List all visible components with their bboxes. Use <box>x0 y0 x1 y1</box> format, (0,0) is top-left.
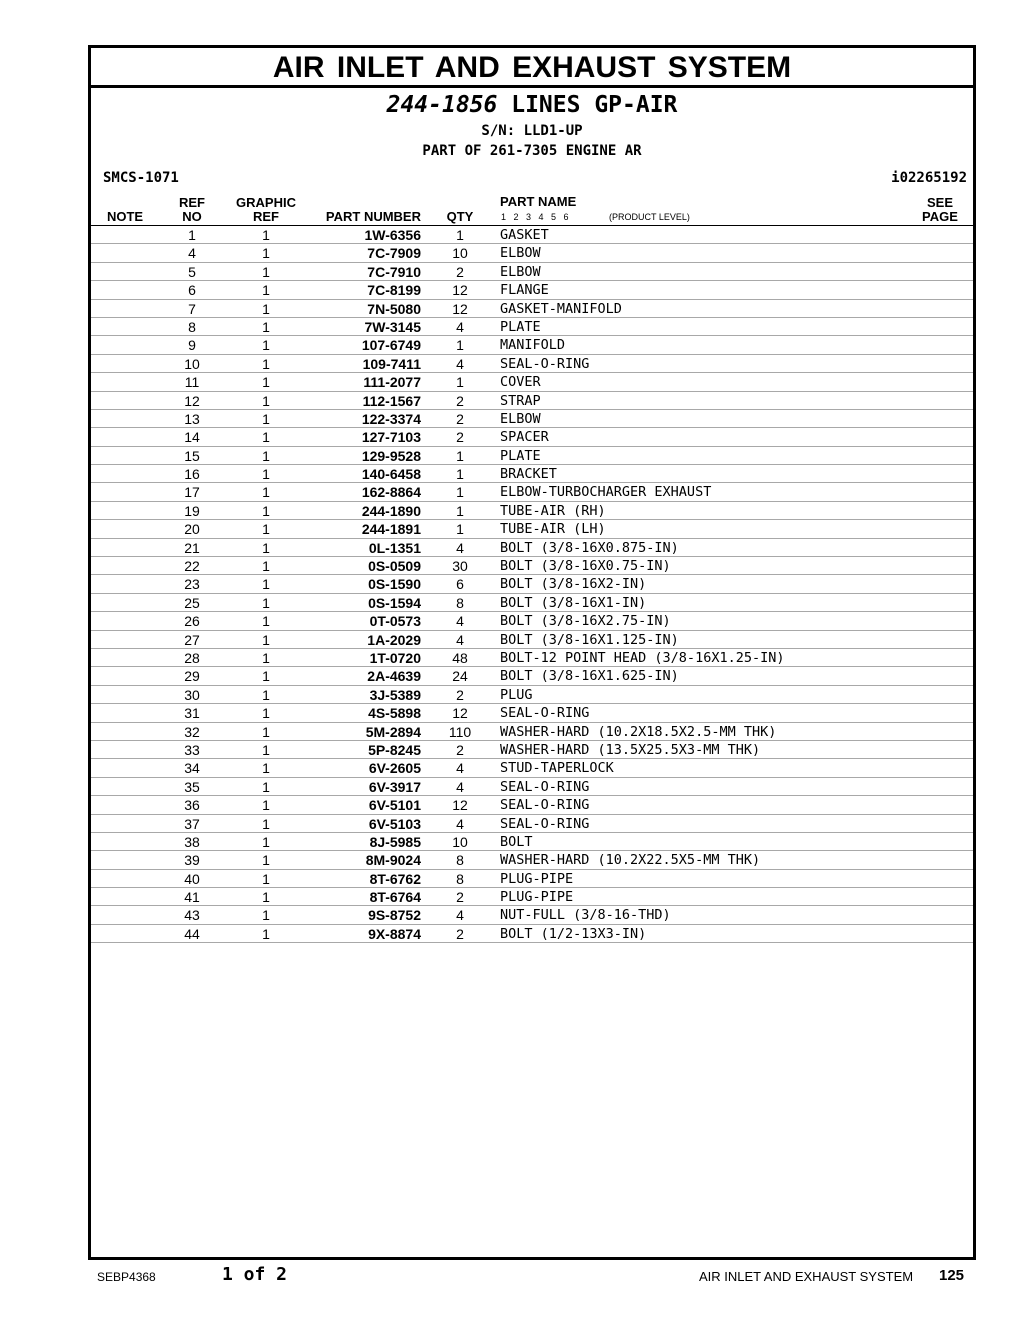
graphic-ref-cell: 1 <box>262 741 270 758</box>
ref-no-cell: 8 <box>188 318 196 335</box>
qty-cell: 12 <box>452 300 468 317</box>
part-name-cell: SEAL-O-RING <box>500 797 590 814</box>
ref-no-cell: 6 <box>188 282 196 299</box>
qty-cell: 1 <box>456 374 464 391</box>
ref-no-cell: 27 <box>184 631 200 648</box>
part-number-cell: 0S-0509 <box>368 558 421 575</box>
graphic-ref-cell: 1 <box>262 447 270 464</box>
graphic-ref-cell: 1 <box>262 318 270 335</box>
part-name-cell: BOLT (3/8-16X0.875-IN) <box>500 539 679 556</box>
table-row <box>91 410 973 428</box>
illustration-id: i02265192 <box>891 170 967 186</box>
qty-cell: 110 <box>448 723 472 740</box>
part-name-cell: SEAL-O-RING <box>500 815 590 832</box>
part-number-cell: 4S-5898 <box>368 705 421 722</box>
part-name-cell: BOLT (3/8-16X1.125-IN) <box>500 631 679 648</box>
ref-no-cell: 30 <box>184 686 200 703</box>
part-number-cell: 7C-7909 <box>367 245 421 262</box>
part-number-cell: 8M-9024 <box>365 852 421 869</box>
table-row <box>91 244 973 262</box>
graphic-ref-cell: 1 <box>262 797 270 814</box>
ref-no-cell: 25 <box>184 594 200 611</box>
table-row <box>91 575 973 593</box>
header-product-level: (PRODUCT LEVEL) <box>609 212 690 222</box>
ref-no-cell: 32 <box>184 723 200 740</box>
qty-cell: 2 <box>456 889 464 906</box>
table-row <box>91 483 973 501</box>
graphic-ref-cell: 1 <box>262 355 270 372</box>
ref-no-cell: 7 <box>188 300 196 317</box>
graphic-ref-cell: 1 <box>262 852 270 869</box>
qty-cell: 4 <box>456 355 464 372</box>
part-name-cell: SEAL-O-RING <box>500 355 590 372</box>
part-number-cell: 107-6749 <box>361 337 421 354</box>
part-number-cell: 6V-3917 <box>368 778 421 795</box>
part-number-cell: 6V-5101 <box>368 797 421 814</box>
graphic-ref-cell: 1 <box>262 833 270 850</box>
part-name-cell: WASHER-HARD (10.2X22.5X5-MM THK) <box>500 852 761 869</box>
ref-no-cell: 10 <box>184 355 200 372</box>
table-row <box>91 649 973 667</box>
table-row <box>91 796 973 814</box>
ref-no-cell: 26 <box>184 613 200 630</box>
qty-cell: 1 <box>456 227 464 243</box>
table-row <box>91 392 973 410</box>
ref-no-cell: 19 <box>184 502 200 519</box>
qty-cell: 4 <box>456 631 464 648</box>
table-row <box>91 906 973 924</box>
part-number-cell: 8T-6764 <box>369 889 421 906</box>
header-ref-top: REF <box>179 195 205 210</box>
graphic-ref-cell: 1 <box>262 282 270 299</box>
graphic-ref-cell: 1 <box>262 539 270 556</box>
graphic-ref-cell: 1 <box>262 723 270 740</box>
part-number-cell: 7W-3145 <box>364 318 421 335</box>
table-row <box>91 833 973 851</box>
table-row <box>91 870 973 888</box>
table-row <box>91 539 973 557</box>
part-name-cell: PLATE <box>500 318 541 335</box>
section-title: AIR INLET AND EXHAUST SYSTEM <box>91 48 973 88</box>
graphic-ref-cell: 1 <box>262 263 270 280</box>
ref-no-cell: 1 <box>188 227 196 243</box>
table-row <box>91 778 973 796</box>
qty-cell: 2 <box>456 429 464 446</box>
graphic-ref-cell: 1 <box>262 668 270 685</box>
graphic-ref-cell: 1 <box>262 521 270 538</box>
group-number: 244-1856 <box>386 92 498 118</box>
table-row <box>91 447 973 465</box>
part-name-cell: PLUG-PIPE <box>500 870 574 887</box>
part-number-cell: 8J-5985 <box>369 833 421 850</box>
part-name-cell: ELBOW <box>500 263 541 280</box>
graphic-ref-cell: 1 <box>262 245 270 262</box>
table-row <box>91 594 973 612</box>
graphic-ref-cell: 1 <box>262 870 270 887</box>
table-row <box>91 502 973 520</box>
part-name-cell: SPACER <box>500 429 549 446</box>
header-graphic-top: GRAPHIC <box>236 195 296 210</box>
ref-no-cell: 40 <box>184 870 200 887</box>
qty-cell: 1 <box>456 484 464 501</box>
part-name-cell: PLATE <box>500 447 541 464</box>
qty-cell: 1 <box>456 447 464 464</box>
part-name-cell: BOLT (1/2-13X3-IN) <box>500 925 647 942</box>
part-name-cell: ELBOW-TURBOCHARGER EXHAUST <box>500 484 712 501</box>
part-number-cell: 1W-6356 <box>364 227 421 243</box>
graphic-ref-cell: 1 <box>262 502 270 519</box>
header-part-number: PART NUMBER <box>325 209 421 224</box>
graphic-ref-cell: 1 <box>262 760 270 777</box>
page-frame <box>88 45 976 1260</box>
ref-no-cell: 43 <box>184 907 200 924</box>
header-part-name: PART NAME <box>500 194 577 209</box>
part-name-cell: BOLT (3/8-16X2-IN) <box>500 576 647 593</box>
graphic-ref-cell: 1 <box>262 889 270 906</box>
qty-cell: 2 <box>456 741 464 758</box>
graphic-ref-cell: 1 <box>262 558 270 575</box>
header-graphic-bottom: REF <box>253 209 279 224</box>
table-row <box>91 520 973 538</box>
table-row <box>91 318 973 336</box>
footer-section-title: AIR INLET AND EXHAUST SYSTEM <box>699 1269 914 1284</box>
qty-cell: 2 <box>456 410 464 427</box>
part-name-cell: BOLT (3/8-16X1.625-IN) <box>500 668 679 685</box>
part-name-cell: TUBE-AIR (LH) <box>500 521 606 538</box>
table-row <box>91 557 973 575</box>
part-name-cell: COVER <box>500 374 541 391</box>
part-name-cell: NUT-FULL (3/8-16-THD) <box>500 907 671 924</box>
qty-cell: 1 <box>456 521 464 538</box>
table-row <box>91 667 973 685</box>
table-row <box>91 741 973 759</box>
table-row <box>91 815 973 833</box>
part-name-cell: PLUG <box>500 686 533 703</box>
graphic-ref-cell: 1 <box>262 649 270 666</box>
group-title <box>91 92 973 118</box>
part-number-cell: 5P-8245 <box>368 741 421 758</box>
ref-no-cell: 35 <box>184 778 200 795</box>
part-number-cell: 0S-1594 <box>368 594 421 611</box>
ref-no-cell: 22 <box>184 558 200 575</box>
part-name-cell: SEAL-O-RING <box>500 705 590 722</box>
part-number-cell: 129-9528 <box>361 447 421 464</box>
header-note: NOTE <box>106 209 144 224</box>
part-name-cell: ELBOW <box>500 410 541 427</box>
qty-cell: 10 <box>452 245 468 262</box>
table-row <box>91 300 973 318</box>
qty-cell: 1 <box>456 337 464 354</box>
part-number-cell: 7N-5080 <box>367 300 421 317</box>
graphic-ref-cell: 1 <box>262 410 270 427</box>
part-number-cell: 3J-5389 <box>369 686 421 703</box>
table-row <box>91 281 973 299</box>
part-number-cell: 5M-2894 <box>365 723 421 740</box>
qty-cell: 12 <box>452 705 468 722</box>
table-row <box>91 612 973 630</box>
table-row <box>91 888 973 906</box>
table-row <box>91 355 973 373</box>
footer-page-number: 125 <box>939 1267 965 1284</box>
qty-cell: 48 <box>452 649 468 666</box>
ref-no-cell: 21 <box>184 539 200 556</box>
qty-cell: 8 <box>456 594 464 611</box>
ref-no-cell: 41 <box>184 889 200 906</box>
ref-no-cell: 20 <box>184 521 200 538</box>
graphic-ref-cell: 1 <box>262 778 270 795</box>
part-name-cell: STUD-TAPERLOCK <box>500 760 614 777</box>
part-number-cell: 109-7411 <box>362 355 421 372</box>
qty-cell: 10 <box>452 833 468 850</box>
ref-no-cell: 29 <box>184 668 200 685</box>
part-name-cell: FLANGE <box>500 282 549 299</box>
part-name-cell: BOLT (3/8-16X0.75-IN) <box>500 558 671 575</box>
table-row <box>91 759 973 777</box>
ref-no-cell: 14 <box>184 429 200 446</box>
qty-cell: 24 <box>452 668 468 685</box>
part-name-cell: BOLT (3/8-16X1-IN) <box>500 594 647 611</box>
qty-cell: 2 <box>456 263 464 280</box>
ref-no-cell: 15 <box>184 447 200 464</box>
part-name-cell: MANIFOLD <box>500 337 566 354</box>
table-row <box>91 686 973 704</box>
footer-document-number: SEBP4368 <box>97 1270 156 1284</box>
ref-no-cell: 23 <box>184 576 200 593</box>
qty-cell: 4 <box>456 539 464 556</box>
part-number-cell: 1T-0720 <box>369 649 421 666</box>
part-name-cell: WASHER-HARD (13.5X25.5X3-MM THK) <box>500 741 761 758</box>
graphic-ref-cell: 1 <box>262 337 270 354</box>
qty-cell: 4 <box>456 907 464 924</box>
graphic-ref-cell: 1 <box>262 429 270 446</box>
part-name-cell: GASKET-MANIFOLD <box>500 300 622 317</box>
part-number-cell: 0S-1590 <box>368 576 421 593</box>
part-number-cell: 244-1891 <box>361 521 421 538</box>
table-row <box>91 226 973 244</box>
graphic-ref-cell: 1 <box>262 631 270 648</box>
part-number-cell: 111-2077 <box>363 374 421 391</box>
qty-cell: 2 <box>456 392 464 409</box>
part-number-cell: 162-8864 <box>361 484 421 501</box>
graphic-ref-cell: 1 <box>262 705 270 722</box>
qty-cell: 4 <box>456 613 464 630</box>
table-row <box>91 465 973 483</box>
part-name-cell: BOLT <box>500 833 533 850</box>
part-number-cell: 1A-2029 <box>367 631 421 648</box>
part-number-cell: 2A-4639 <box>367 668 421 685</box>
part-number-cell: 7C-8199 <box>367 282 421 299</box>
qty-cell: 2 <box>456 925 464 942</box>
qty-cell: 4 <box>456 815 464 832</box>
part-number-cell: 0L-1351 <box>368 539 421 556</box>
ref-no-cell: 5 <box>188 263 196 280</box>
table-row <box>91 631 973 649</box>
qty-cell: 1 <box>456 502 464 519</box>
table-row <box>91 925 973 943</box>
graphic-ref-cell: 1 <box>262 466 270 483</box>
part-name-cell: BRACKET <box>500 466 557 483</box>
table-row <box>91 428 973 446</box>
part-number-cell: 7C-7910 <box>367 263 421 280</box>
qty-cell: 6 <box>456 576 464 593</box>
part-number-cell: 9S-8752 <box>368 907 421 924</box>
part-name-cell: SEAL-O-RING <box>500 778 590 795</box>
qty-cell: 2 <box>456 686 464 703</box>
ref-no-cell: 38 <box>184 833 200 850</box>
part-number-cell: 9X-8874 <box>368 925 421 942</box>
part-name-cell: TUBE-AIR (RH) <box>500 502 606 519</box>
table-row <box>91 723 973 741</box>
graphic-ref-cell: 1 <box>262 594 270 611</box>
header-product-level-digits: 1 2 3 4 5 6 <box>501 212 569 222</box>
qty-cell: 4 <box>456 318 464 335</box>
serial-range: S/N: LLD1-UP <box>481 123 583 139</box>
qty-cell: 30 <box>452 558 468 575</box>
graphic-ref-cell: 1 <box>262 686 270 703</box>
ref-no-cell: 28 <box>184 649 200 666</box>
part-number-cell: 6V-5103 <box>368 815 421 832</box>
qty-cell: 8 <box>456 852 464 869</box>
part-number-cell: 244-1890 <box>361 502 421 519</box>
graphic-ref-cell: 1 <box>262 300 270 317</box>
ref-no-cell: 11 <box>184 374 200 391</box>
graphic-ref-cell: 1 <box>262 484 270 501</box>
ref-no-cell: 34 <box>184 760 200 777</box>
header-see-bottom: PAGE <box>922 209 958 224</box>
part-name-cell: WASHER-HARD (10.2X18.5X2.5-MM THK) <box>500 723 777 740</box>
graphic-ref-cell: 1 <box>262 925 270 942</box>
smcs-code: SMCS-1071 <box>103 170 179 186</box>
part-number-cell: 140-6458 <box>361 466 421 483</box>
qty-cell: 4 <box>456 760 464 777</box>
ref-no-cell: 39 <box>184 852 200 869</box>
footer-page-of: 1 of 2 <box>222 1264 288 1285</box>
ref-no-cell: 31 <box>184 705 200 722</box>
ref-no-cell: 4 <box>188 245 196 262</box>
ref-no-cell: 37 <box>184 815 200 832</box>
part-number-cell: 0T-0573 <box>369 613 421 630</box>
part-number-cell: 6V-2605 <box>368 760 421 777</box>
qty-cell: 1 <box>456 466 464 483</box>
table-row <box>91 704 973 722</box>
part-name-cell: ELBOW <box>500 245 541 262</box>
part-number-cell: 112-1567 <box>362 392 421 409</box>
table-row <box>91 373 973 391</box>
qty-cell: 12 <box>452 797 468 814</box>
part-name-cell: PLUG-PIPE <box>500 889 574 906</box>
ref-no-cell: 12 <box>184 392 200 409</box>
ref-no-cell: 36 <box>184 797 200 814</box>
graphic-ref-cell: 1 <box>262 907 270 924</box>
parts-table <box>91 226 973 943</box>
part-number-cell: 8T-6762 <box>369 870 421 887</box>
group-name: LINES GP-AIR <box>511 92 678 118</box>
part-number-cell: 127-7103 <box>361 429 421 446</box>
ref-no-cell: 16 <box>184 466 200 483</box>
qty-cell: 4 <box>456 778 464 795</box>
graphic-ref-cell: 1 <box>262 576 270 593</box>
part-name-cell: BOLT (3/8-16X2.75-IN) <box>500 613 671 630</box>
table-row <box>91 851 973 869</box>
part-name-cell: BOLT-12 POINT HEAD (3/8-16X1.25-IN) <box>500 649 785 666</box>
ref-no-cell: 17 <box>184 484 200 501</box>
graphic-ref-cell: 1 <box>262 815 270 832</box>
ref-no-cell: 13 <box>184 410 200 427</box>
graphic-ref-cell: 1 <box>262 392 270 409</box>
part-of-line: PART OF 261-7305 ENGINE AR <box>422 143 642 159</box>
part-name-cell: STRAP <box>500 392 541 409</box>
ref-no-cell: 44 <box>184 925 200 942</box>
header-see-top: SEE <box>926 195 953 210</box>
ref-no-cell: 33 <box>184 741 200 758</box>
graphic-ref-cell: 1 <box>262 374 270 391</box>
header-ref-bottom: NO <box>182 209 202 224</box>
qty-cell: 8 <box>456 870 464 887</box>
qty-cell: 12 <box>452 282 468 299</box>
graphic-ref-cell: 1 <box>262 227 270 243</box>
part-name-cell: GASKET <box>500 227 549 243</box>
header-qty: QTY <box>446 209 474 224</box>
table-row <box>91 263 973 281</box>
graphic-ref-cell: 1 <box>262 613 270 630</box>
ref-no-cell: 9 <box>188 337 196 354</box>
table-row <box>91 336 973 354</box>
part-number-cell: 122-3374 <box>361 410 421 427</box>
